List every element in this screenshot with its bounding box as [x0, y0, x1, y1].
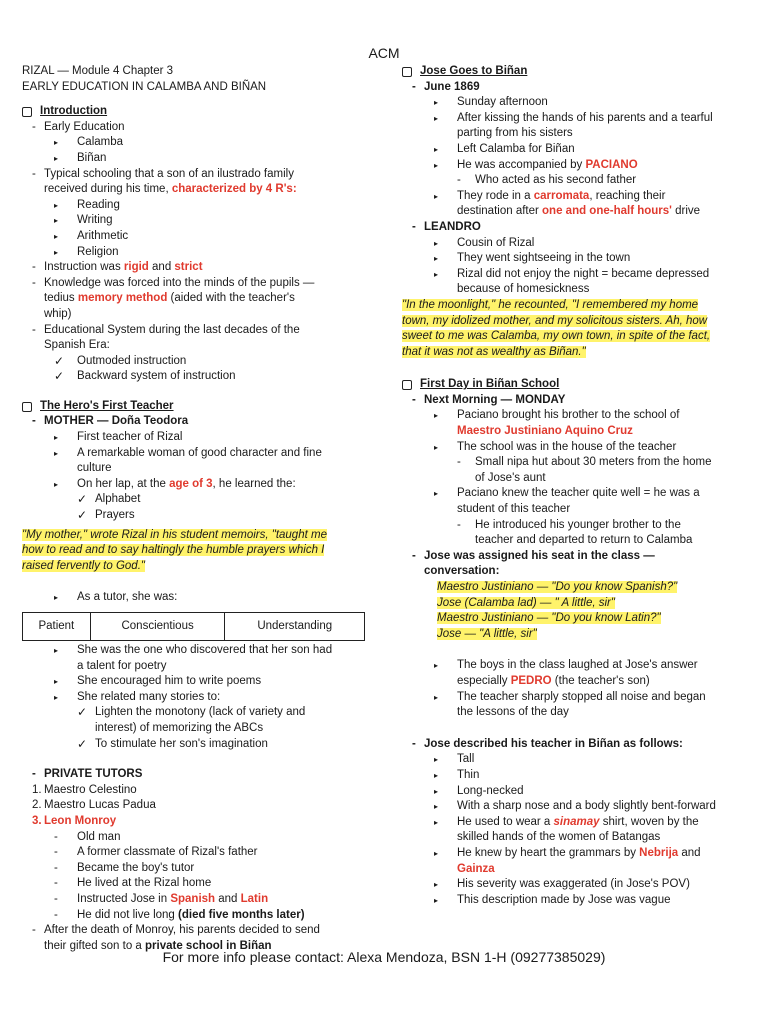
table-cell: Conscientious — [90, 613, 225, 641]
list-item: ▸ Writing — [54, 214, 113, 227]
list-item: ▸ They rode in a carromata, reaching their destination after one and one-half hours' drive — [434, 189, 701, 218]
list-item: ▸ Rizal did not enjoy the night = became depressed because of homesickness — [434, 267, 710, 296]
list-item: ▸ She related many stories to: — [54, 690, 221, 703]
list-item: ▸ First teacher of Rizal — [54, 431, 183, 444]
list-item: - June 1869 — [412, 80, 480, 93]
list-item: - Old man — [54, 830, 121, 843]
list-item: 1. Maestro Celestino — [32, 783, 137, 796]
list-item: ▸ After kissing the hands of his parents and a tearful parting from his sisters — [434, 111, 713, 140]
right-column — [402, 64, 748, 908]
list-item: ▸ The boys in the class laughed at Jose's answer especially PEDRO (the teacher's son) — [434, 659, 698, 687]
list-item: ✓ Backward system of instruction — [54, 369, 236, 384]
list-item: ▸ Sunday afternoon — [434, 96, 548, 109]
list-item: - Instruction was rigid and strict — [32, 261, 203, 274]
private-tutors-heading: - PRIVATE TUTORS — [32, 768, 143, 781]
list-item: - A former classmate of Rizal's father — [54, 846, 258, 859]
checkbox-icon[interactable] — [402, 67, 412, 77]
list-item: ▸ As a tutor, she was: — [54, 591, 178, 604]
checkbox-icon[interactable] — [22, 107, 32, 117]
list-item: ▸ With a sharp nose and a body slightly bent-forward — [434, 800, 716, 813]
list-item: 3. Leon Monroy — [32, 814, 117, 827]
list-item: ▸ They went sightseeing in the town — [434, 252, 631, 265]
list-item: 2. Maestro Lucas Padua — [32, 799, 156, 812]
checkbox-icon[interactable] — [402, 380, 412, 390]
table-cell: Understanding — [225, 613, 365, 641]
list-item: - He introduced his younger brother to the teacher and departed to return to Calamba — [457, 518, 693, 547]
list-item: ▸ He knew by heart the grammars by Nebrija and Gainza — [434, 846, 701, 875]
highlighted-quote: "My mother," wrote Rizal in his student memoirs, "taught me how to read and to say haltingly the humble prayers which I raised fervently to God." — [22, 528, 327, 572]
list-item: - Knowledge was forced into the minds of the pupils — tedius memory method (aided with the teacher's whip) — [32, 276, 315, 320]
list-item: ▸ Paciano knew the teacher quite well = he was a student of this teacher — [434, 487, 700, 516]
conversation-block: Maestro Justiniano — "Do you know Spanish?" Jose (Calamba lad) — " A little, sir" Maestro Justiniano — "Do you know Latin?" Jose — "A little, sir" — [437, 581, 678, 640]
list-item: ▸ She was the one who discovered that her son had a talent for poetry — [54, 644, 333, 672]
list-item: - Small nipa hut about 30 meters from the home of Jose's aunt — [457, 456, 712, 484]
list-item: ▸ Religion — [54, 245, 119, 258]
list-item: - After the death of Monroy, his parents decided to send their gifted son to a private school in Biñan — [32, 924, 320, 952]
list-item: - He lived at the Rizal home — [54, 877, 212, 890]
list-item: ✓ Alphabet — [77, 492, 141, 507]
list-item: ✓ Outmoded instruction — [54, 353, 187, 368]
list-item: ▸ The school was in the house of the teacher — [434, 440, 677, 453]
list-item: ▸ His severity was exaggerated (in Jose's POV) — [434, 878, 690, 891]
list-item: ▸ A remarkable woman of good character and fine culture — [54, 446, 322, 475]
highlighted-quote: "In the moonlight," he recounted, "I remembered my home town, my idolized mother, and my solicitous sisters. Ah, how sweet to me was Calamba, my own town, in spite of the fact, that it was not as wealthy as Biñan." — [402, 298, 711, 358]
page-header: ACM — [368, 45, 400, 61]
list-item: - Typical schooling that a son of an ilustrado family received during his time, characterized by 4 R's: — [32, 167, 297, 196]
check-icon: ✓ — [54, 353, 65, 368]
list-item: ▸ Cousin of Rizal — [434, 236, 535, 249]
check-icon: ✓ — [77, 492, 88, 507]
traits-table — [22, 612, 365, 641]
section-goes-to-binan: Jose Goes to Biñan — [402, 64, 748, 80]
check-icon: ✓ — [54, 369, 65, 384]
list-item: - He did not live long (died five months later) — [54, 908, 305, 921]
list-item: - Educational System during the last decades of the Spanish Era: — [32, 323, 300, 352]
list-item: ▸ Biñan — [54, 151, 107, 164]
list-item: - Next Morning — MONDAY — [412, 393, 566, 406]
list-item: ✓ Lighten the monotony (lack of variety and interest) of memorizing the ABCs — [22, 705, 372, 736]
section-introduction: Introduction — [22, 104, 372, 120]
check-icon: ✓ — [77, 508, 88, 523]
check-icon: ✓ — [77, 736, 88, 751]
list-item: ▸ Reading — [54, 198, 120, 211]
list-item: - Became the boy's tutor — [54, 861, 195, 874]
list-item: - Who acted as his second father — [457, 174, 637, 187]
list-item: - Jose was assigned his seat in the class — conversation: — [412, 549, 655, 578]
list-item: ✓ To stimulate her son's imagination — [77, 736, 268, 751]
list-item: ▸ The teacher sharply stopped all noise and began the lessons of the day — [434, 690, 706, 719]
table-cell: Patient — [23, 613, 91, 641]
checkbox-icon[interactable] — [22, 402, 32, 412]
list-item: ▸ Calamba — [54, 136, 124, 149]
list-item: ▸ This description made by Jose was vague — [434, 893, 671, 906]
section-first-day: First Day in Biñan School — [402, 377, 748, 393]
doc-subtitle: EARLY EDUCATION IN CALAMBA AND BIÑAN — [22, 80, 267, 93]
list-item: ▸ Left Calamba for Biñan — [434, 142, 575, 155]
list-item: ▸ Long-necked — [434, 784, 524, 797]
list-item: - MOTHER — Doña Teodora — [32, 415, 189, 428]
list-item: ▸ Tall — [434, 753, 475, 766]
list-item: ▸ Arithmetic — [54, 229, 129, 242]
list-item: ▸ He was accompanied by PACIANO — [434, 158, 638, 171]
check-icon: ✓ — [77, 705, 88, 720]
left-column — [22, 64, 372, 954]
list-item: ✓ Prayers — [77, 508, 135, 523]
doc-title: RIZAL — Module 4 Chapter 3 — [22, 65, 174, 77]
list-item: ▸ On her lap, at the age of 3, he learned the: — [54, 477, 296, 490]
list-item: - Early Education — [32, 120, 125, 133]
list-item: ▸ Thin — [434, 768, 480, 781]
list-item: ▸ She encouraged him to write poems — [54, 675, 262, 688]
footer-contact: For more info please contact: Alexa Mendoza, BSN 1-H (09277385029) — [162, 949, 606, 965]
section-first-teacher: The Hero's First Teacher — [22, 399, 372, 415]
list-item: ▸ He used to wear a sinamay shirt, woven by the skilled hands of the women of Batangas — [434, 815, 699, 844]
list-item: - LEANDRO — [412, 220, 481, 233]
list-item: ▸ Paciano brought his brother to the school of Maestro Justiniano Aquino Cruz — [434, 409, 680, 438]
list-item: - Jose described his teacher in Biñan as follows: — [412, 737, 683, 750]
list-item: - Instructed Jose in Spanish and Latin — [54, 892, 269, 905]
